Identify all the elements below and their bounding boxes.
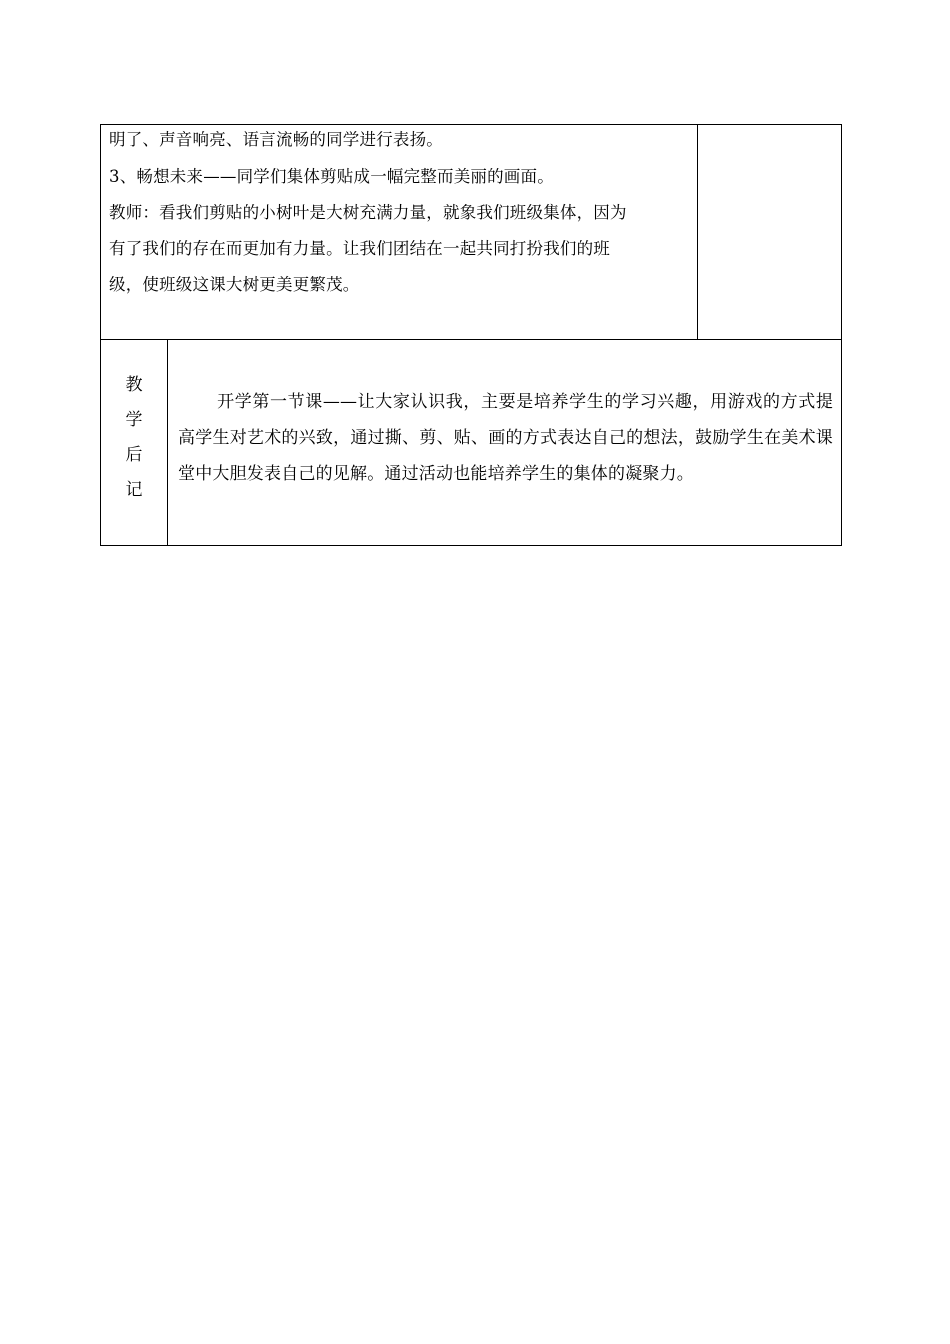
process-line: 有了我们的存在而更加有力量。让我们团结在一起共同打扮我们的班 <box>109 239 610 258</box>
process-line: 明了、声音响亮、语言流畅的同学进行表扬。 <box>109 130 443 149</box>
reflection-label <box>101 340 167 508</box>
reflection-text: 开学第一节课——让大家认识我，主要是培养学生的学习兴趣，用游戏的方式提高学生对艺术的兴致，通过撕、剪、贴、画的方式表达自己的想法，鼓励学生在美术课堂中大胆发表自己的见解。通过活动也能培养学生的集体的凝聚力。 <box>178 392 834 484</box>
reflection-label-char: 记 <box>125 480 143 500</box>
teaching-process-row <box>101 125 842 340</box>
reflection-label-char: 学 <box>125 410 143 430</box>
reflection-row <box>101 340 842 546</box>
reflection-label-char: 后 <box>125 445 143 465</box>
reflection-content-cell <box>168 340 842 546</box>
process-line: 级，使班级这课大树更美更繁茂。 <box>109 275 360 294</box>
notes-cell <box>698 125 842 340</box>
teaching-process-text <box>101 125 697 303</box>
lesson-plan-table <box>100 124 842 546</box>
teaching-process-cell <box>101 125 698 340</box>
process-line: 3、畅想未来——同学们集体剪贴成一幅完整而美丽的画面。 <box>109 167 554 186</box>
reflection-label-cell <box>101 340 168 546</box>
process-line: 教师：看我们剪贴的小树叶是大树充满力量，就象我们班级集体，因为 <box>109 203 627 222</box>
reflection-label-char: 教 <box>125 375 143 395</box>
